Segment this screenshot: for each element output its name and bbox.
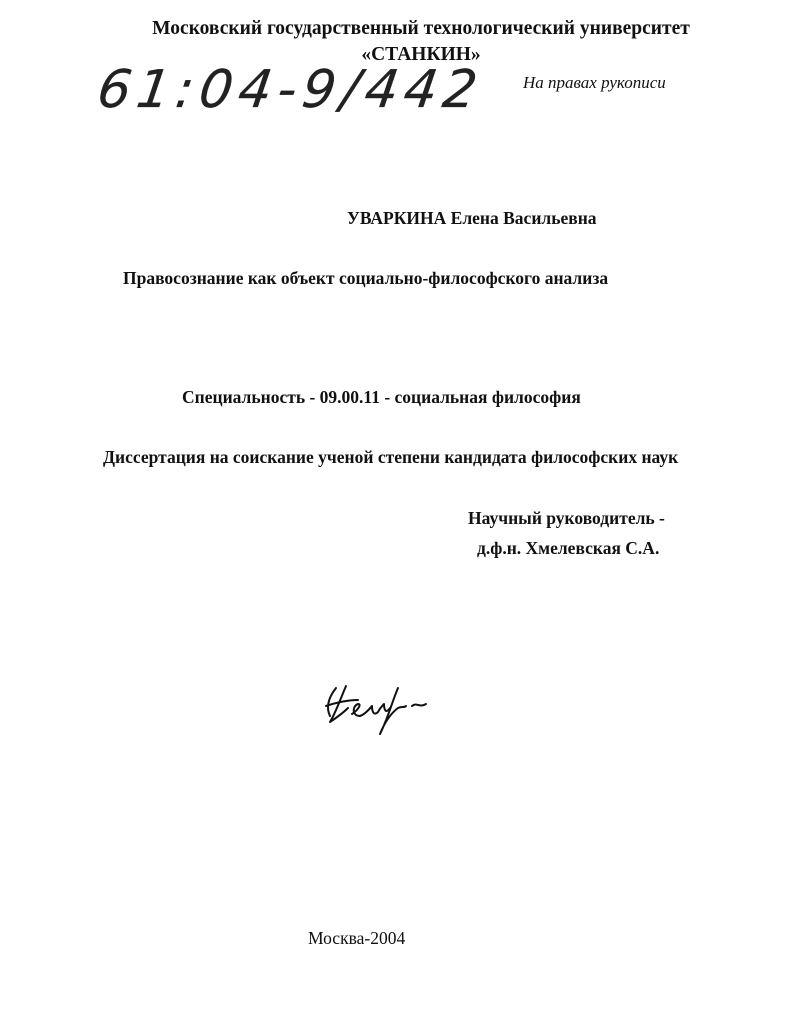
university-name: Московский государственный технологический университет xyxy=(152,18,690,39)
university-short-name: «СТАНКИН» xyxy=(361,44,481,65)
signature xyxy=(318,678,438,743)
dissertation-title: Правосознание как объект социально-философского анализа xyxy=(123,268,609,288)
supervisor-label: Научный руководитель - xyxy=(468,508,665,528)
manuscript-note: На правах рукописи xyxy=(523,73,666,92)
handwritten-registry-code: 61:04-9/442 xyxy=(93,60,487,120)
specialty: Специальность - 09.00.11 - социальная философия xyxy=(182,387,581,407)
dissertation-degree: Диссертация на соискание ученой степени кандидата философских наук xyxy=(103,447,679,467)
supervisor-name: д.ф.н. Хмелевская С.А. xyxy=(477,538,660,558)
city-year: Москва-2004 xyxy=(308,928,406,948)
author-name: УВАРКИНА Елена Васильевна xyxy=(347,208,597,228)
